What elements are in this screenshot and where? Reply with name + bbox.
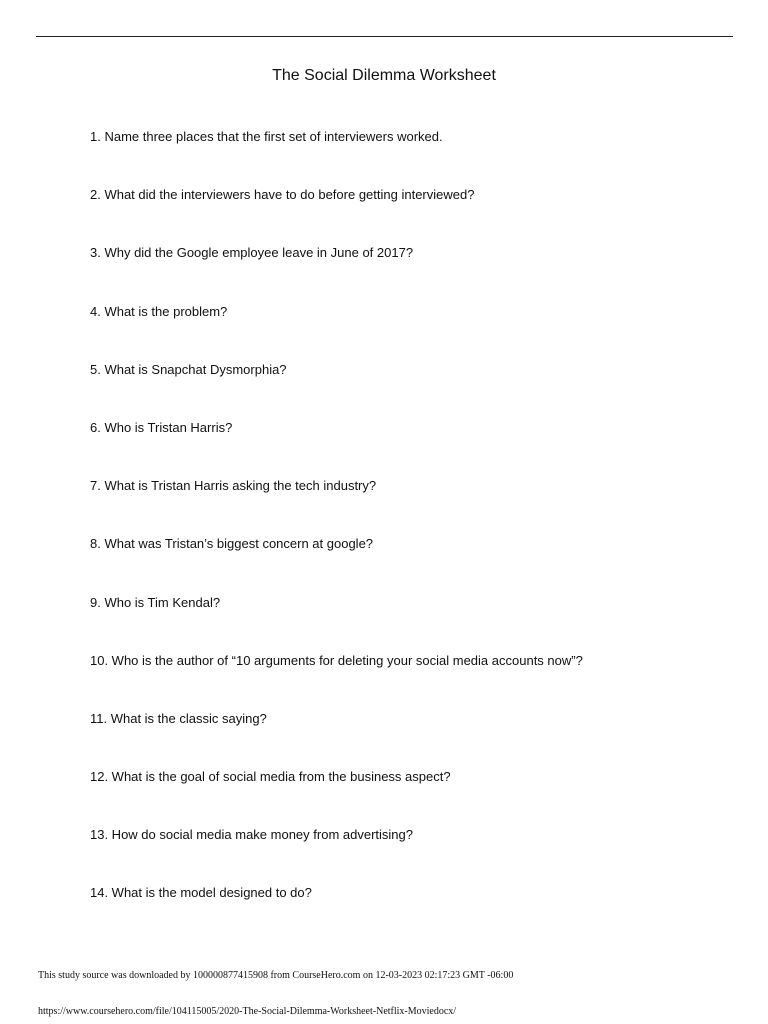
header-divider (36, 36, 733, 37)
footer-url[interactable]: https://www.coursehero.com/file/104115005/2020-The-Social-Dilemma-Worksheet-Netflix-Moviedocx/ (38, 1006, 457, 1017)
question-9: 9. Who is Tim Kendal? (90, 594, 221, 610)
question-14: 14. What is the model designed to do? (90, 885, 312, 901)
question-8: 8. What was Tristan’s biggest concern at google? (90, 536, 374, 552)
question-1: 1. Name three places that the first set of interviewers worked. (90, 129, 443, 144)
question-6: 6. Who is Tristan Harris? (90, 419, 233, 435)
question-3: 3. Why did the Google employee leave in June of 2017? (90, 245, 414, 261)
question-2: 2. What did the interviewers have to do before getting interviewed? (90, 187, 475, 203)
question-11: 11. What is the classic saying? (90, 710, 267, 726)
footer-source-note: This study source was downloaded by 100000877415908 from CourseHero.com on 12-03-2023 02:17:23 GMT -06:00 (38, 970, 514, 981)
question-13: 13. How do social media make money from advertising? (90, 827, 413, 843)
question-7: 7. What is Tristan Harris asking the tech industry? (90, 478, 377, 494)
question-list (90, 128, 583, 943)
question-10: 10. Who is the author of “10 arguments for deleting your social media accounts now”? (90, 652, 583, 668)
page-title: The Social Dilemma Worksheet (272, 67, 496, 84)
question-4: 4. What is the problem? (90, 303, 228, 319)
question-5: 5. What is Snapchat Dysmorphia? (90, 361, 287, 377)
question-12: 12. What is the goal of social media from the business aspect? (90, 769, 451, 785)
